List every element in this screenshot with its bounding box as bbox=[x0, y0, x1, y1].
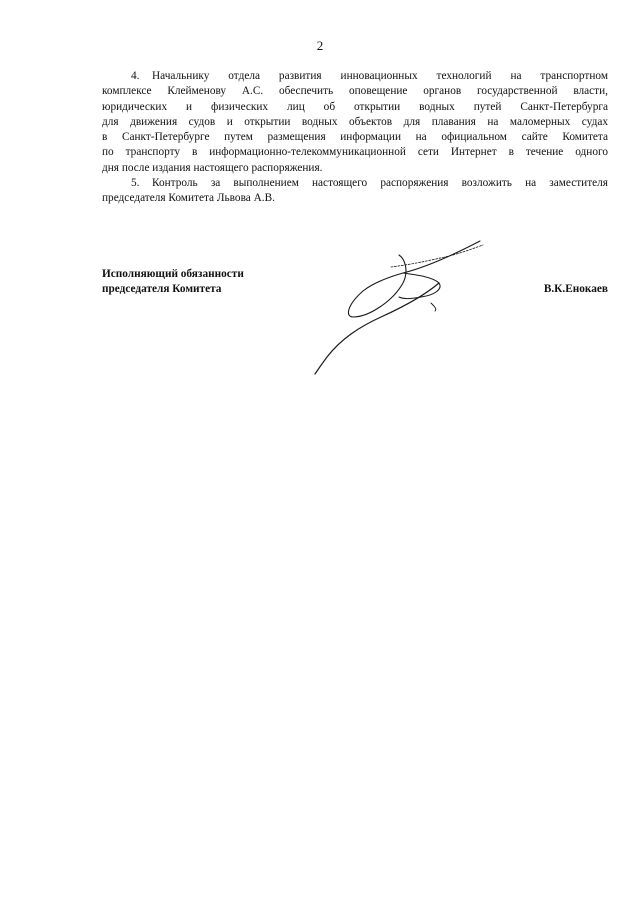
paragraph-4-line-3: юридических и физических лиц об открытии водных путей Санкт-Петербурга bbox=[102, 100, 608, 113]
signer-title-line-1: Исполняющий обязанности bbox=[102, 268, 244, 280]
paragraph-4-line-5: в Санкт-Петербурге путем размещения информации на официальном сайте Комитета bbox=[102, 131, 608, 144]
paragraph-4-line-2: комплексе Клейменову А.С. обеспечить оповещение органов государственной власти, bbox=[102, 85, 608, 98]
signature-block bbox=[102, 267, 608, 377]
paragraph-4-line-4: для движения судов и открытии водных объектов для плавания на маломерных судах bbox=[102, 115, 608, 128]
paragraph-4-line-7: дня после издания настоящего распоряжения. bbox=[102, 161, 323, 174]
paragraph-5 bbox=[102, 176, 608, 207]
signer-title-line-2: председателя Комитета bbox=[102, 283, 222, 296]
document-body bbox=[102, 69, 608, 207]
handwritten-signature bbox=[307, 235, 487, 375]
paragraph-5-number: 5. bbox=[131, 177, 140, 190]
paragraph-4-line-6: по транспорту в информационно-телекоммуникационной сети Интернет в течение одного bbox=[102, 146, 608, 159]
signer-title bbox=[102, 267, 244, 298]
paragraph-4-line-1 bbox=[102, 69, 608, 84]
page-number: 2 bbox=[316, 38, 324, 53]
paragraph-5-line-1 bbox=[102, 176, 608, 191]
paragraph-4-number: 4. bbox=[131, 70, 140, 82]
paragraph-4 bbox=[102, 69, 608, 176]
paragraph-4-line-1-text: Начальнику отдела развития инновационных технологий на транспортном bbox=[152, 70, 608, 82]
paragraph-5-line-2: председателя Комитета Львова А.В. bbox=[102, 192, 275, 205]
signer-name: В.К.Енокаев bbox=[543, 283, 608, 296]
paragraph-5-line-1-text: Контроль за выполнением настоящего распоряжения возложить на заместителя bbox=[152, 177, 608, 190]
